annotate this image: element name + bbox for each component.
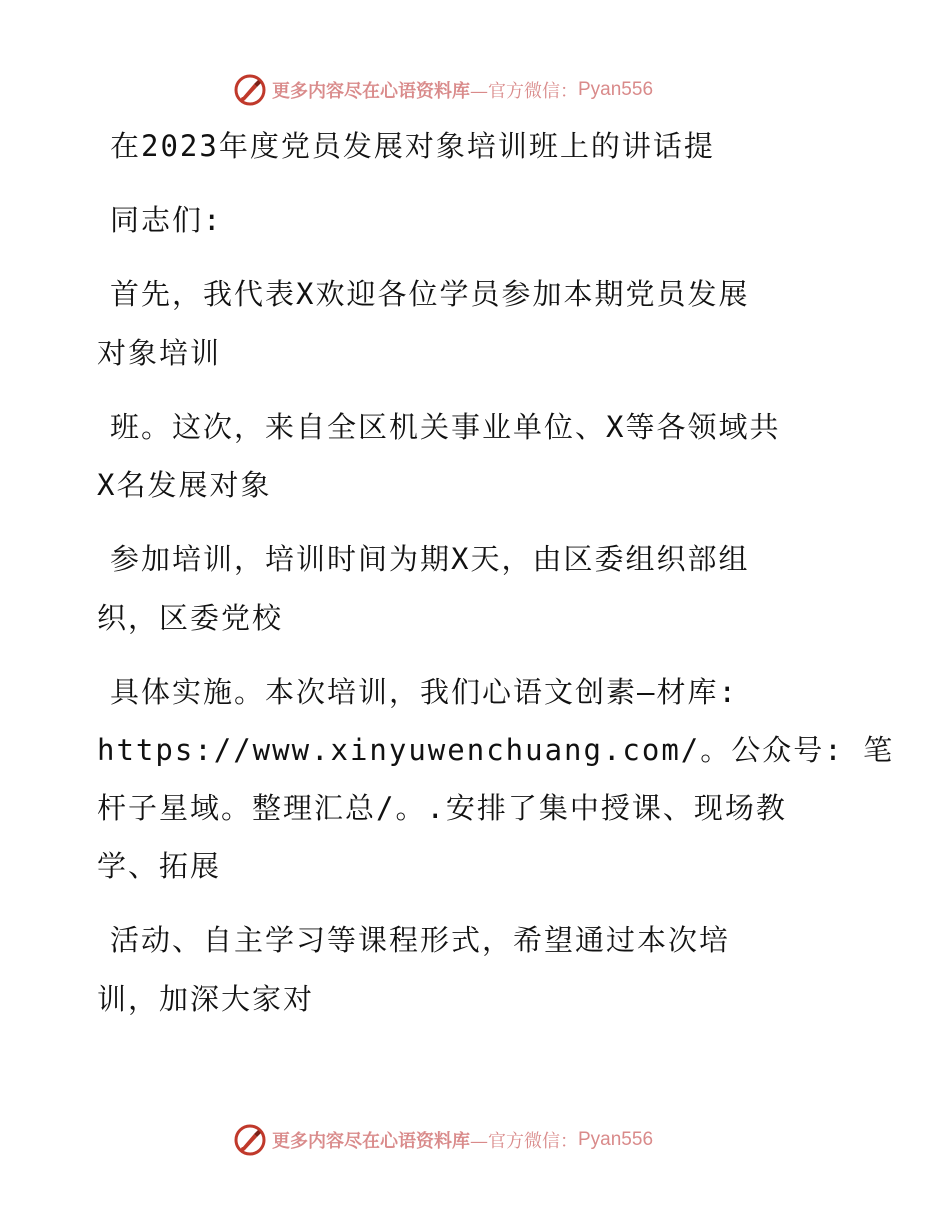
text-line: 同志们:	[110, 203, 223, 237]
banner-account: Pyan556	[578, 1129, 654, 1150]
pen-logo-icon	[234, 74, 266, 106]
text-line: 首先，我代表X欢迎各位学员参加本期党员发展	[110, 277, 750, 311]
text-line: X名发展对象	[97, 468, 272, 502]
text-line: 对象培训	[97, 336, 222, 370]
banner-account: Pyan556	[578, 79, 654, 100]
document-title: 在2023年度党员发展对象培训班上的讲话提	[110, 129, 715, 163]
text-line: 具体实施。本次培训，我们心语文创素—材库:	[110, 675, 738, 709]
footer-banner	[234, 1123, 653, 1157]
banner-wechat-label: —官方微信：	[470, 81, 578, 102]
text-line: 训，加深大家对	[97, 982, 315, 1016]
pen-logo-icon	[234, 1124, 266, 1156]
header-banner	[234, 73, 653, 107]
banner-brand-text: 更多内容尽在心语资料库	[272, 81, 470, 102]
banner-brand-text: 更多内容尽在心语资料库	[272, 1131, 470, 1152]
text-line: https://www.xinyuwenchuang.com/。公众号: 笔	[97, 733, 895, 767]
text-line: 班。这次，来自全区机关事业单位、X等各领域共	[110, 410, 781, 444]
text-line: 杆子星域。整理汇总/。.安排了集中授课、现场教	[97, 791, 787, 825]
text-line: 参加培训，培训时间为期X天，由区委组织部组	[110, 542, 750, 576]
text-line: 活动、自主学习等课程形式，希望通过本次培	[110, 923, 731, 957]
text-line: 织，区委党校	[97, 601, 284, 635]
text-line: 学、拓展	[97, 849, 222, 883]
banner-wechat-label: —官方微信：	[470, 1131, 578, 1152]
